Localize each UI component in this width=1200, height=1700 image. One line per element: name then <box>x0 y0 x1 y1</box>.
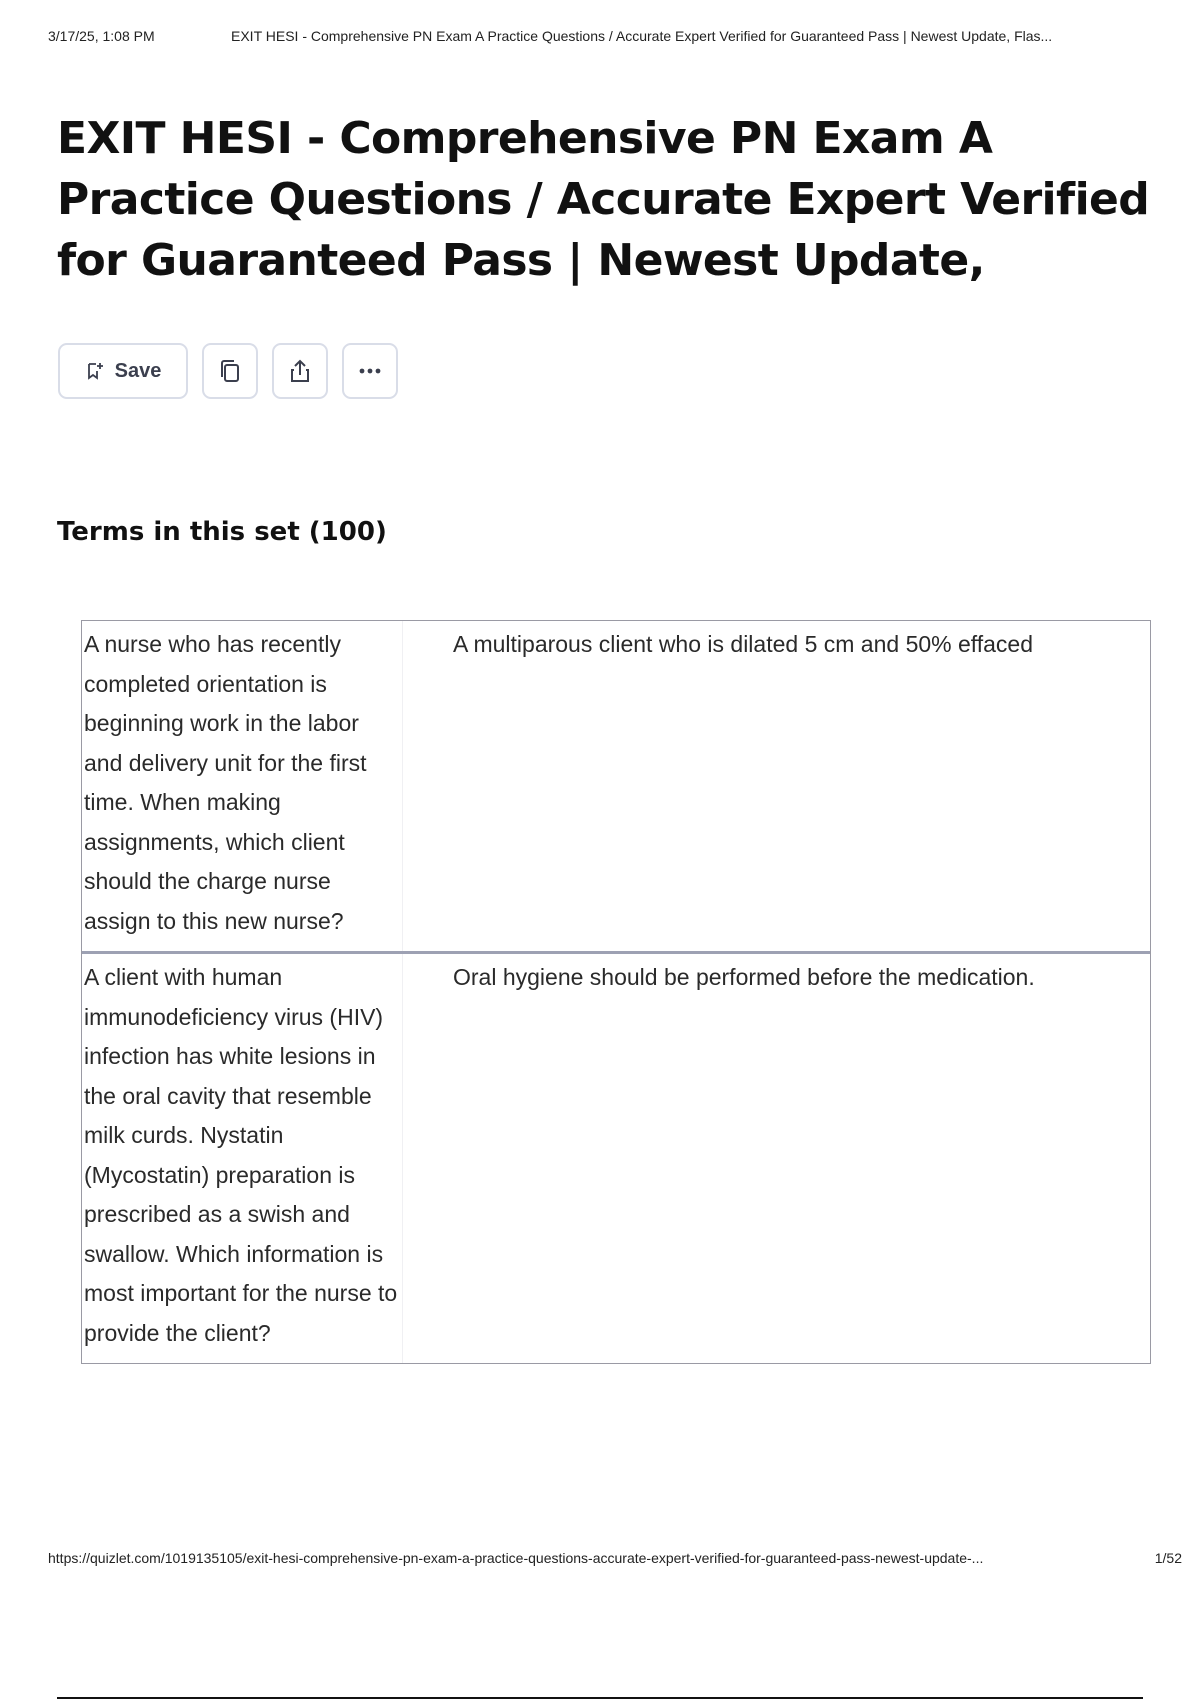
page-title: EXIT HESI - Comprehensive PN Exam A Practice Questions / Accurate Expert Verified for Guaranteed Pass | Newest Update, <box>57 113 1150 286</box>
share-icon <box>286 357 314 385</box>
print-url: https://quizlet.com/1019135105/exit-hesi-comprehensive-pn-exam-a-practice-questions-accurate-expert-verified-for-guaranteed-pass-newest-update-... <box>48 1550 984 1566</box>
definition-text: A multiparous client who is dilated 5 cm and 50% effaced <box>453 631 1034 657</box>
term-row <box>82 621 1150 951</box>
definition-text: Oral hygiene should be performed before the medication. <box>453 964 1035 990</box>
print-footer <box>48 1550 1182 1566</box>
term-row <box>82 951 1150 1363</box>
divider <box>57 1697 1143 1699</box>
save-button[interactable] <box>58 343 188 399</box>
more-icon <box>356 367 384 375</box>
term-text: A nurse who has recently completed orientation is beginning work in the labor and delivery unit for the first time. When making assignments, which client should the charge nurse assign to this new nurse? <box>82 621 403 951</box>
copy-button[interactable] <box>202 343 258 399</box>
save-button-label: Save <box>114 359 162 382</box>
term-text: A client with human immunodeficiency virus (HIV) infection has white lesions in the oral cavity that resemble milk curds. Nystatin (Mycostatin) preparation is prescribed as a swish and swallow. Which information is most important for the nurse to provide the client? <box>82 954 403 1363</box>
print-header <box>48 28 1178 44</box>
print-doc-title: EXIT HESI - Comprehensive PN Exam A Practice Questions / Accurate Expert Verified for Guaranteed Pass | Newest Update, Flas... <box>231 28 1053 44</box>
page-number: 1/52 <box>1154 1550 1182 1566</box>
terms-table <box>81 620 1151 1364</box>
share-button[interactable] <box>272 343 328 399</box>
set-toolbar <box>58 343 398 399</box>
print-datetime: 3/17/25, 1:08 PM <box>48 28 155 44</box>
copy-icon <box>216 357 244 385</box>
terms-heading: Terms in this set (100) <box>57 517 387 547</box>
bookmark-add-icon <box>85 361 105 381</box>
more-options-button[interactable] <box>342 343 398 399</box>
